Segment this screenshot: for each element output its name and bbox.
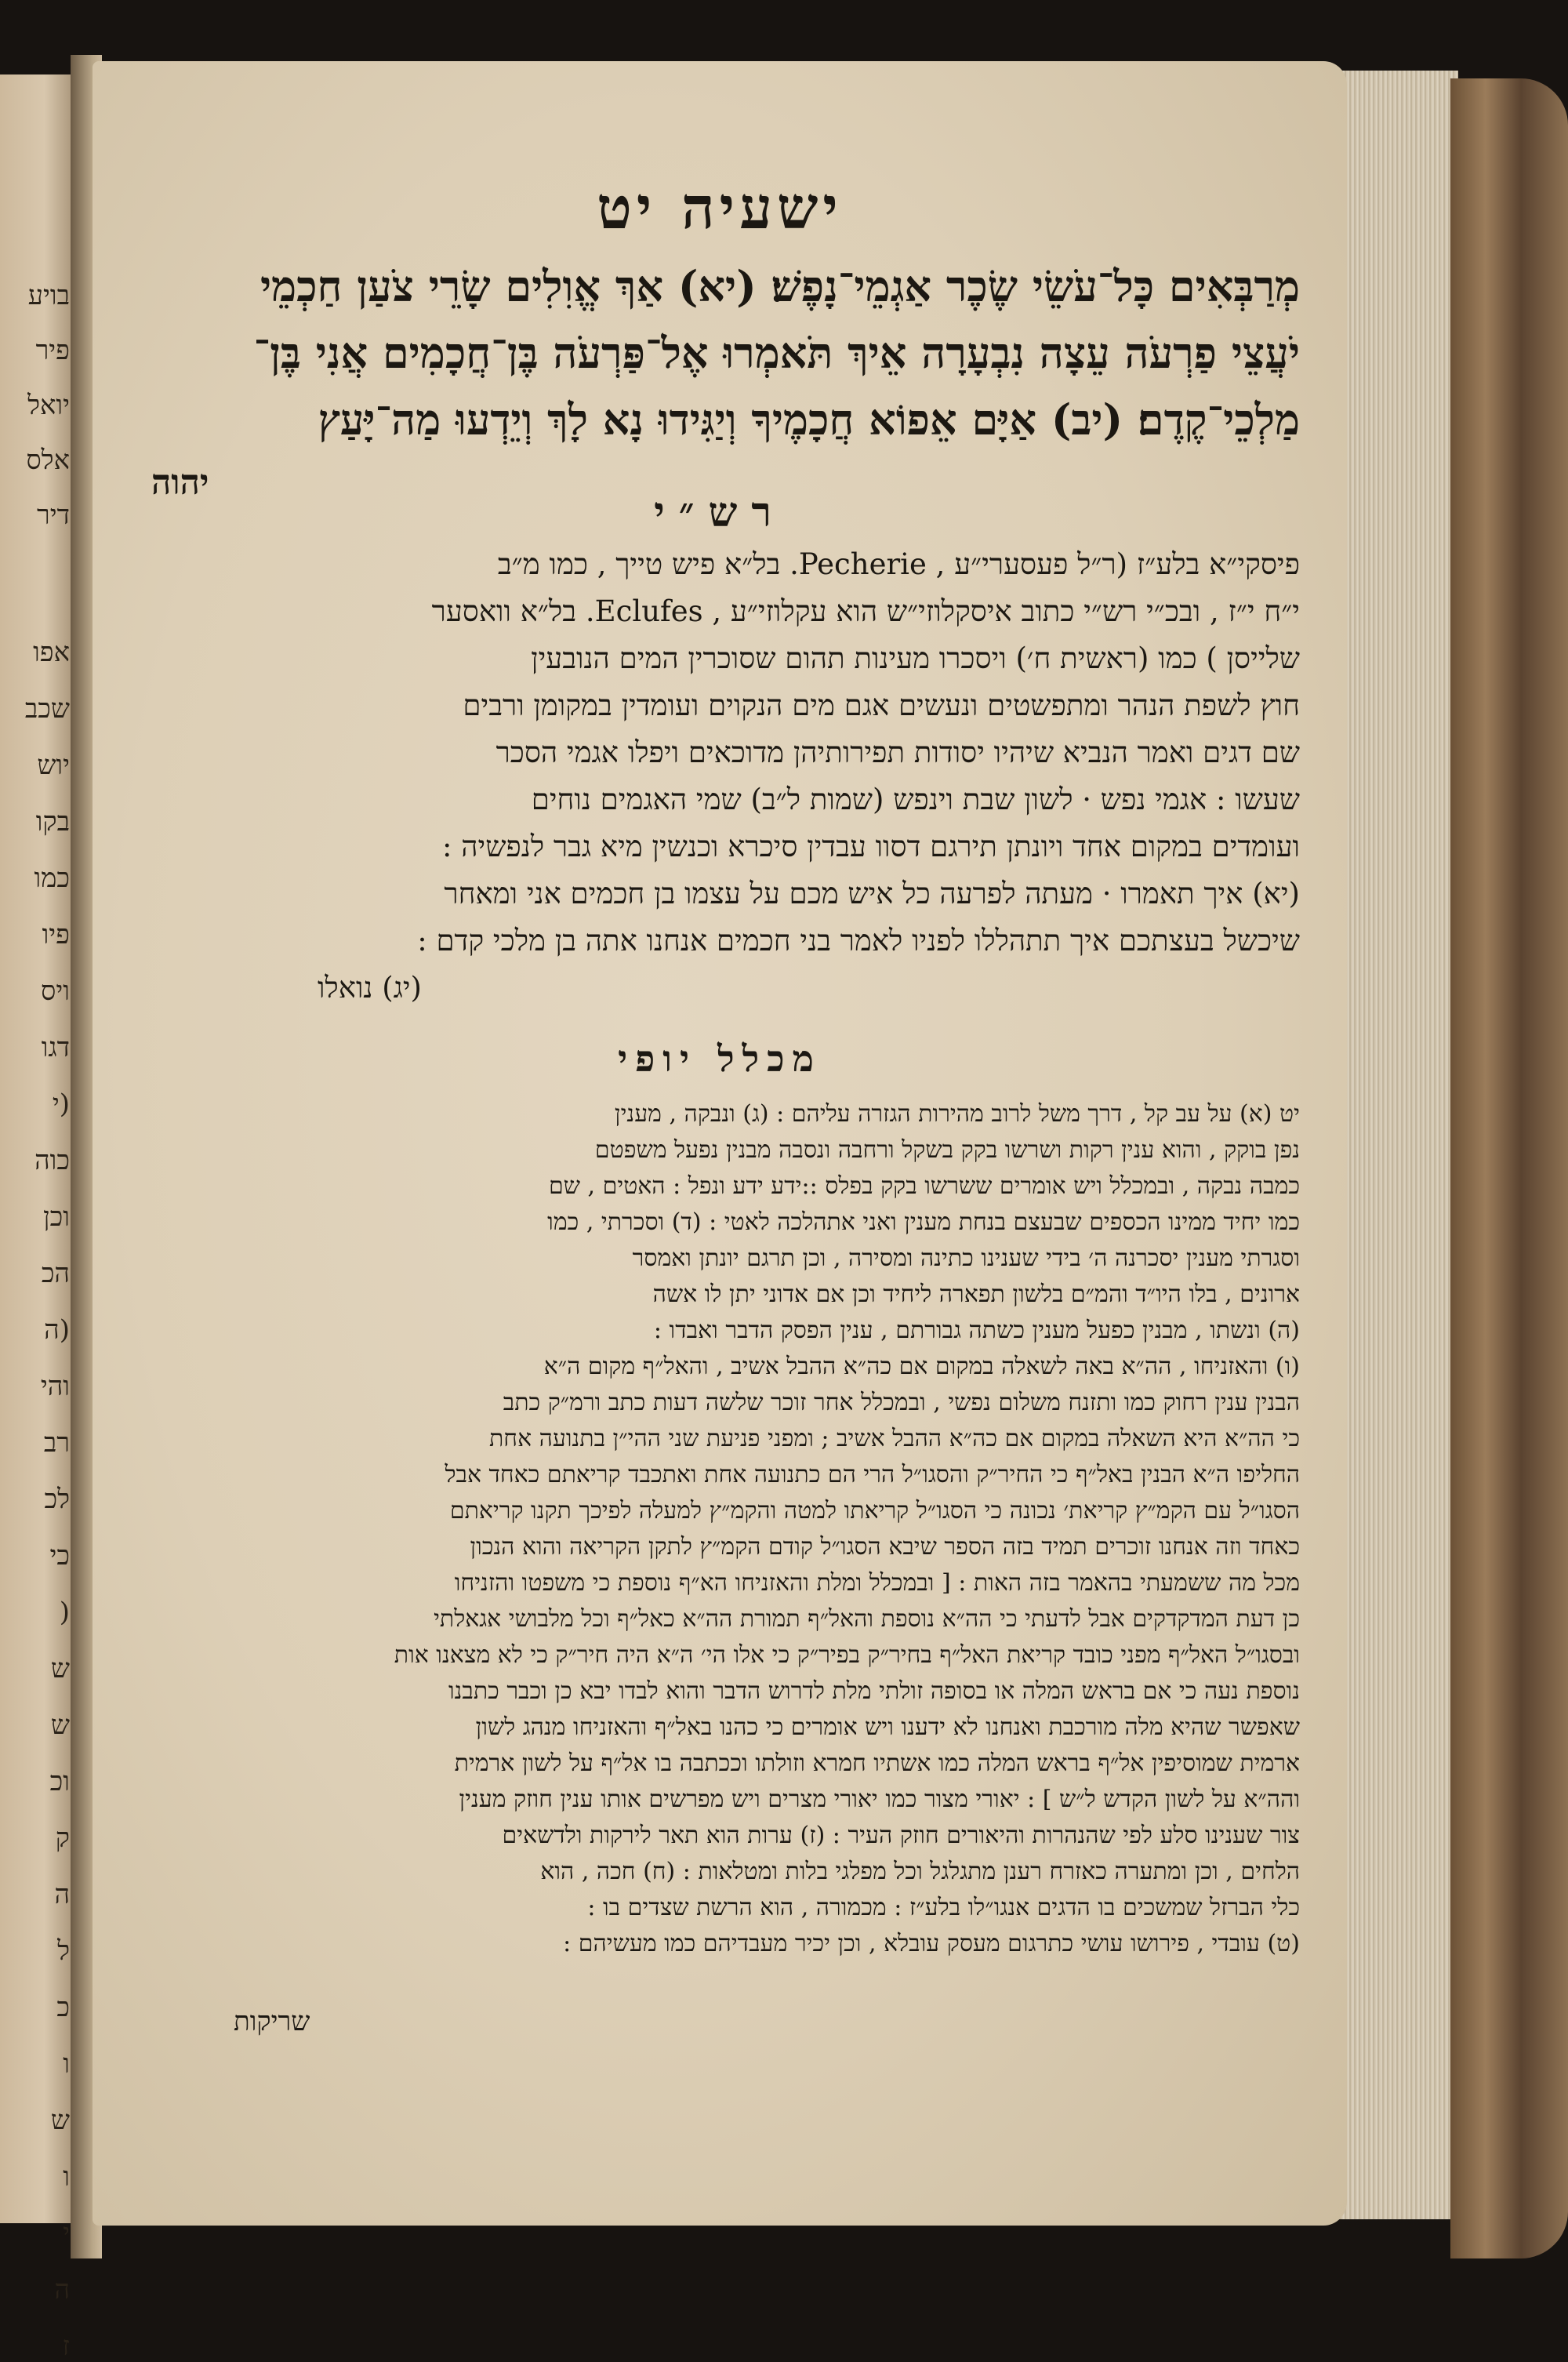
- left-page-fragment: וכ: [49, 1766, 70, 1797]
- left-page-fragment: ש: [50, 1710, 70, 1741]
- verse-line: מְרַבְּאִים כָּל־עֹשֵׂי שֶׂכֶר אַגְמֵי־נָפֶשׁ׃ (יא) אַךְ אֱוִלִים שָׂרֵי צֹעַן חַכְמֵי: [260, 261, 1300, 311]
- left-page-fragment: יואל: [27, 390, 70, 421]
- left-page-fragment: י: [63, 2218, 70, 2249]
- mikhlal-line: כמו יחיד ממינו הכספים שבעצם בנחת מענין ואני אתהלכה לאטי : (ד) וסכרתי , כמו: [547, 1208, 1300, 1236]
- mikhlal-line: ובסגו״ל האל״ף מפני כובד קריאת האל״ף בחיר״ק בפיר״ק כי אלו הי׳ ה״א היה חיר״ק כי לא מצאנו אות: [394, 1641, 1300, 1669]
- left-page-fragment: כ: [56, 1992, 70, 2023]
- rashi-line: שם דגים ואמר הנביא שיהיו יסודות תפירותיהן מדוכאים ויפלו אגמי הסכר: [495, 736, 1300, 769]
- mikhlal-line: כמבה נבקה , ובמכלל ויש אומרים ששרשו בקק בפלס ::ידע ידע ונפל : האטים , שם: [549, 1172, 1300, 1200]
- mikhlal-line: כן דעת המדקדקים אבל לדעתי כי הה״א נוספת והאל״ף תמורת הה״א כאל״ף וכל מלבושי אגאלתי: [434, 1605, 1300, 1633]
- left-page-fragment: כוה: [34, 1145, 70, 1176]
- verse-line: מַלְכֵי־קֶדֶם׃ (יב) אַיָּם אֵפוֹא חֲכָמֶיךָ וְיַגִּידוּ נָא לָךְ וְיֵדְעוּ מַה־יָּעַץ: [318, 394, 1300, 445]
- left-page-fragment: (י: [52, 1088, 70, 1120]
- mikhlal-line: והה״א על לשון הקדש ל״ש ] : יאורי מצור כמו יאורי מצרים ויש מפרשים אותו ענין חוזק מענין: [459, 1786, 1300, 1813]
- mikhlal-line: ארונים , בלו היו״ד והמ״ם בלשון תפארה ליחיד וכן אם אדוני יתן לו אשה: [652, 1281, 1300, 1308]
- left-page-fragment: אפו: [33, 637, 70, 668]
- mikhlal-line: הסגו״ל עם הקמ״ץ קריאת׳ נכונה כי הסגו״ל קריאתו למטה והקמ״ץ למעלה לפיכך תקנו קריאתם: [449, 1497, 1300, 1524]
- left-page-fragment: והי: [40, 1371, 70, 1402]
- mikhlal-line: וסגרתי מענין יסכרנה ה׳ בידי שענינו כתינה ומסירה , וכן תרגם יונתן ואמסר: [632, 1245, 1300, 1272]
- rashi-line: י״ח י״ז , ובכ״י רש״י כתוב איסקלוזי״ש הוא עקלוזי״ע , Eclufes. בל״א וואסער: [431, 594, 1300, 628]
- rashi-line: (יג) נואלו: [317, 971, 422, 1005]
- left-page-fragment: (ה: [44, 1314, 70, 1346]
- rashi-heading: רש״י: [654, 489, 786, 536]
- left-page-fragment: ש: [50, 1653, 70, 1684]
- left-page-fragment: אלס: [26, 445, 70, 476]
- page-fore-edge: [1333, 71, 1458, 2219]
- right-page: [93, 61, 1347, 2226]
- mikhlal-line: (ו) והאזניחו , הה״א באה לשאלה במקום אם כה״א ההבל אשיב , והאל״ף מקום ה״א: [543, 1353, 1300, 1380]
- rashi-line: שעשו : אגמי נפש · לשון שבת וינפש (שמות ל״ב) שמי האגמים נוחים: [531, 783, 1300, 816]
- left-page-fragment: ה: [54, 1879, 70, 1910]
- mikhlal-line: ארמית שמוסיפין אל״ף בראש המלה כמו אשתיו חמרא וזולתו וככתבה בו אל״ף על לשון ארמית: [454, 1750, 1300, 1777]
- verse-line: יֹעֲצֵי פַרְעֹה עֵצָה נִבְעָרָה אֵיךְ תֹּאמְרוּ אֶל־פַּרְעֹה בֶּן־חֲכָמִים אֲנִי בֶּן־: [253, 328, 1300, 378]
- rashi-line: (יא) איך תאמרו · מעתה לפרעה כל איש מכם על עצמו בן חכמים אני ומאחר: [444, 877, 1300, 910]
- left-page-fragment: יוש: [37, 750, 70, 781]
- left-page-fragment: רב: [43, 1427, 70, 1459]
- left-page-fragment: לכ: [44, 1484, 70, 1515]
- rashi-line: שיכשל בעצתכם איך תתהללו לפניו לאמר בני חכמים אנחנו אתה בן מלכי קדם :: [417, 924, 1300, 958]
- left-page-fragment: פיו: [42, 919, 70, 950]
- left-page-fragment: הכ: [41, 1258, 70, 1289]
- mikhlal-line: שאפשר שהיא מלה מורכבת ואנחנו לא ידענו ויש אומרים כי כהנו באל״ף והאזניחו מנהג לשון: [475, 1713, 1300, 1741]
- book-cover-edge: [1450, 78, 1568, 2258]
- left-page-fragment: ק: [55, 1822, 70, 1854]
- mikhlal-line: צור שענינו סלע לפי שהנהרות והיאורים חוזק העיר : (ז) ערות הוא תאר לירקות ולדשאים: [502, 1822, 1300, 1849]
- rashi-line: ועומדים במקום אחד ויונתן תירגם דסוו עבדין סיכרא וכנשין מיא גבר לנפשיה :: [442, 830, 1300, 863]
- left-page-fragment: כי: [49, 1540, 70, 1572]
- left-page-fragment: דיר: [37, 500, 70, 531]
- left-page-fragment: ז: [62, 2331, 70, 2362]
- mikhlal-line: נוספת נעה כי אם בראש המלה או בסופה זולתי מלת לדרוש הדבר והוא לבדו יבא כן וכבר כתבנו: [448, 1677, 1300, 1705]
- mikhlal-line: (ט) עובדי , פירושו עושי כתרגום מעסק עובלא , וכן יכיר מעבדיהם כמו מעשיהם :: [563, 1930, 1300, 1957]
- left-page-fragment: שכב: [24, 693, 70, 725]
- mikhlal-line: כאחד וזה אנחנו זוכרים תמיד בזה הספר שיבא הסגו״ל קודם הקמ״ץ לתקן הקריאה והוא הנכון: [470, 1533, 1300, 1561]
- rashi-line: פיסקי״א בלע״ז (ר״ל פעסערי״ע , Pecherie. בל״א פיש טייך , כמו מ״ב: [497, 547, 1300, 581]
- mikhlal-line: יט (א) על עב קל , דרך משל לרוב מהירות הגזרה עליהם : (ג) ונבקה , מענין: [614, 1100, 1300, 1128]
- left-page-edge: [0, 74, 74, 2362]
- left-page-fragment: ש: [50, 2105, 70, 2136]
- custos-word: יהוה: [151, 463, 209, 503]
- mikhlal-yofi-heading: מכלל יופי: [618, 1037, 822, 1080]
- running-head: ישעיה יט: [597, 175, 843, 242]
- rashi-line: שלייסן ) כמו (ראשית ח׳) ויסכרו מעינות תהום שסוכרין המים הנובעין: [531, 641, 1300, 675]
- mikhlal-line: נפן בוקק , והוא ענין רקות ושרשו בקק בשקל ורחבה ונסבה מבנין נפעל משפטם: [594, 1136, 1300, 1164]
- left-page-fragment: דגו: [41, 1032, 70, 1063]
- left-page-fragment: ל: [57, 1935, 70, 1967]
- left-page-fragment: בויע: [27, 280, 70, 311]
- left-page-fragment: ה: [54, 2274, 70, 2306]
- left-page-fragment: (: [59, 1597, 70, 1628]
- mikhlal-line: מכל מה ששמעתי בהאמר בזה האות : [ ובמכלל ומלת והאזניחו הא״ף נוספת כי משפטו והזניחו: [454, 1569, 1300, 1597]
- mikhlal-line: כלי הברזל שמשכים בו הדגים אנגו״לו בלע״ז : מכמורה , הוא הרשת שצדים בו :: [587, 1894, 1300, 1921]
- catchword: שריקות: [234, 2006, 310, 2037]
- mikhlal-line: הלחים , וכן ומתערה כאזרח רענן מתגלגל וכל מפלגי בלות ומטלאות : (ח) חכה , הוא: [540, 1858, 1300, 1885]
- left-page-fragment: בקו: [35, 806, 70, 838]
- left-page-fragment: וכן: [43, 1201, 70, 1233]
- left-page-fragment: כמו: [34, 863, 70, 894]
- left-page-fragment: ו: [63, 2048, 70, 2080]
- mikhlal-line: הבנין ענין רחוק כמו ותזנח משלום נפשי , ובמכלל אחר זוכר שלשה דעות כתב ורמ״ק כתב: [503, 1389, 1300, 1416]
- mikhlal-line: (ה) ונשתו , מבנין כפעל מענין כשתה גבורתם , ענין הפסק הדבר ואבדו :: [653, 1317, 1300, 1344]
- rashi-line: חוץ לשפת הנהר ומתפשטים ונעשים אגם מים הנקוים ועומדין במקומן ורבים: [463, 689, 1300, 722]
- mikhlal-line: כי הה״א היא השאלה במקום אם כה״א ההבל אשיב ; ומפני פניעת שני ההי״ן בתנועה אחת: [489, 1425, 1300, 1452]
- left-page-fragment: פיר: [35, 335, 70, 366]
- mikhlal-line: החליפו ה״א הבנין באל״ף כי החיר״ק והסגו״ל הרי הם כתנועה אחת ואתכבד קריאתם כאחד אבל: [445, 1461, 1300, 1488]
- left-page-fragment: ו: [63, 2161, 70, 2193]
- left-page-fragment: ויס: [41, 976, 70, 1007]
